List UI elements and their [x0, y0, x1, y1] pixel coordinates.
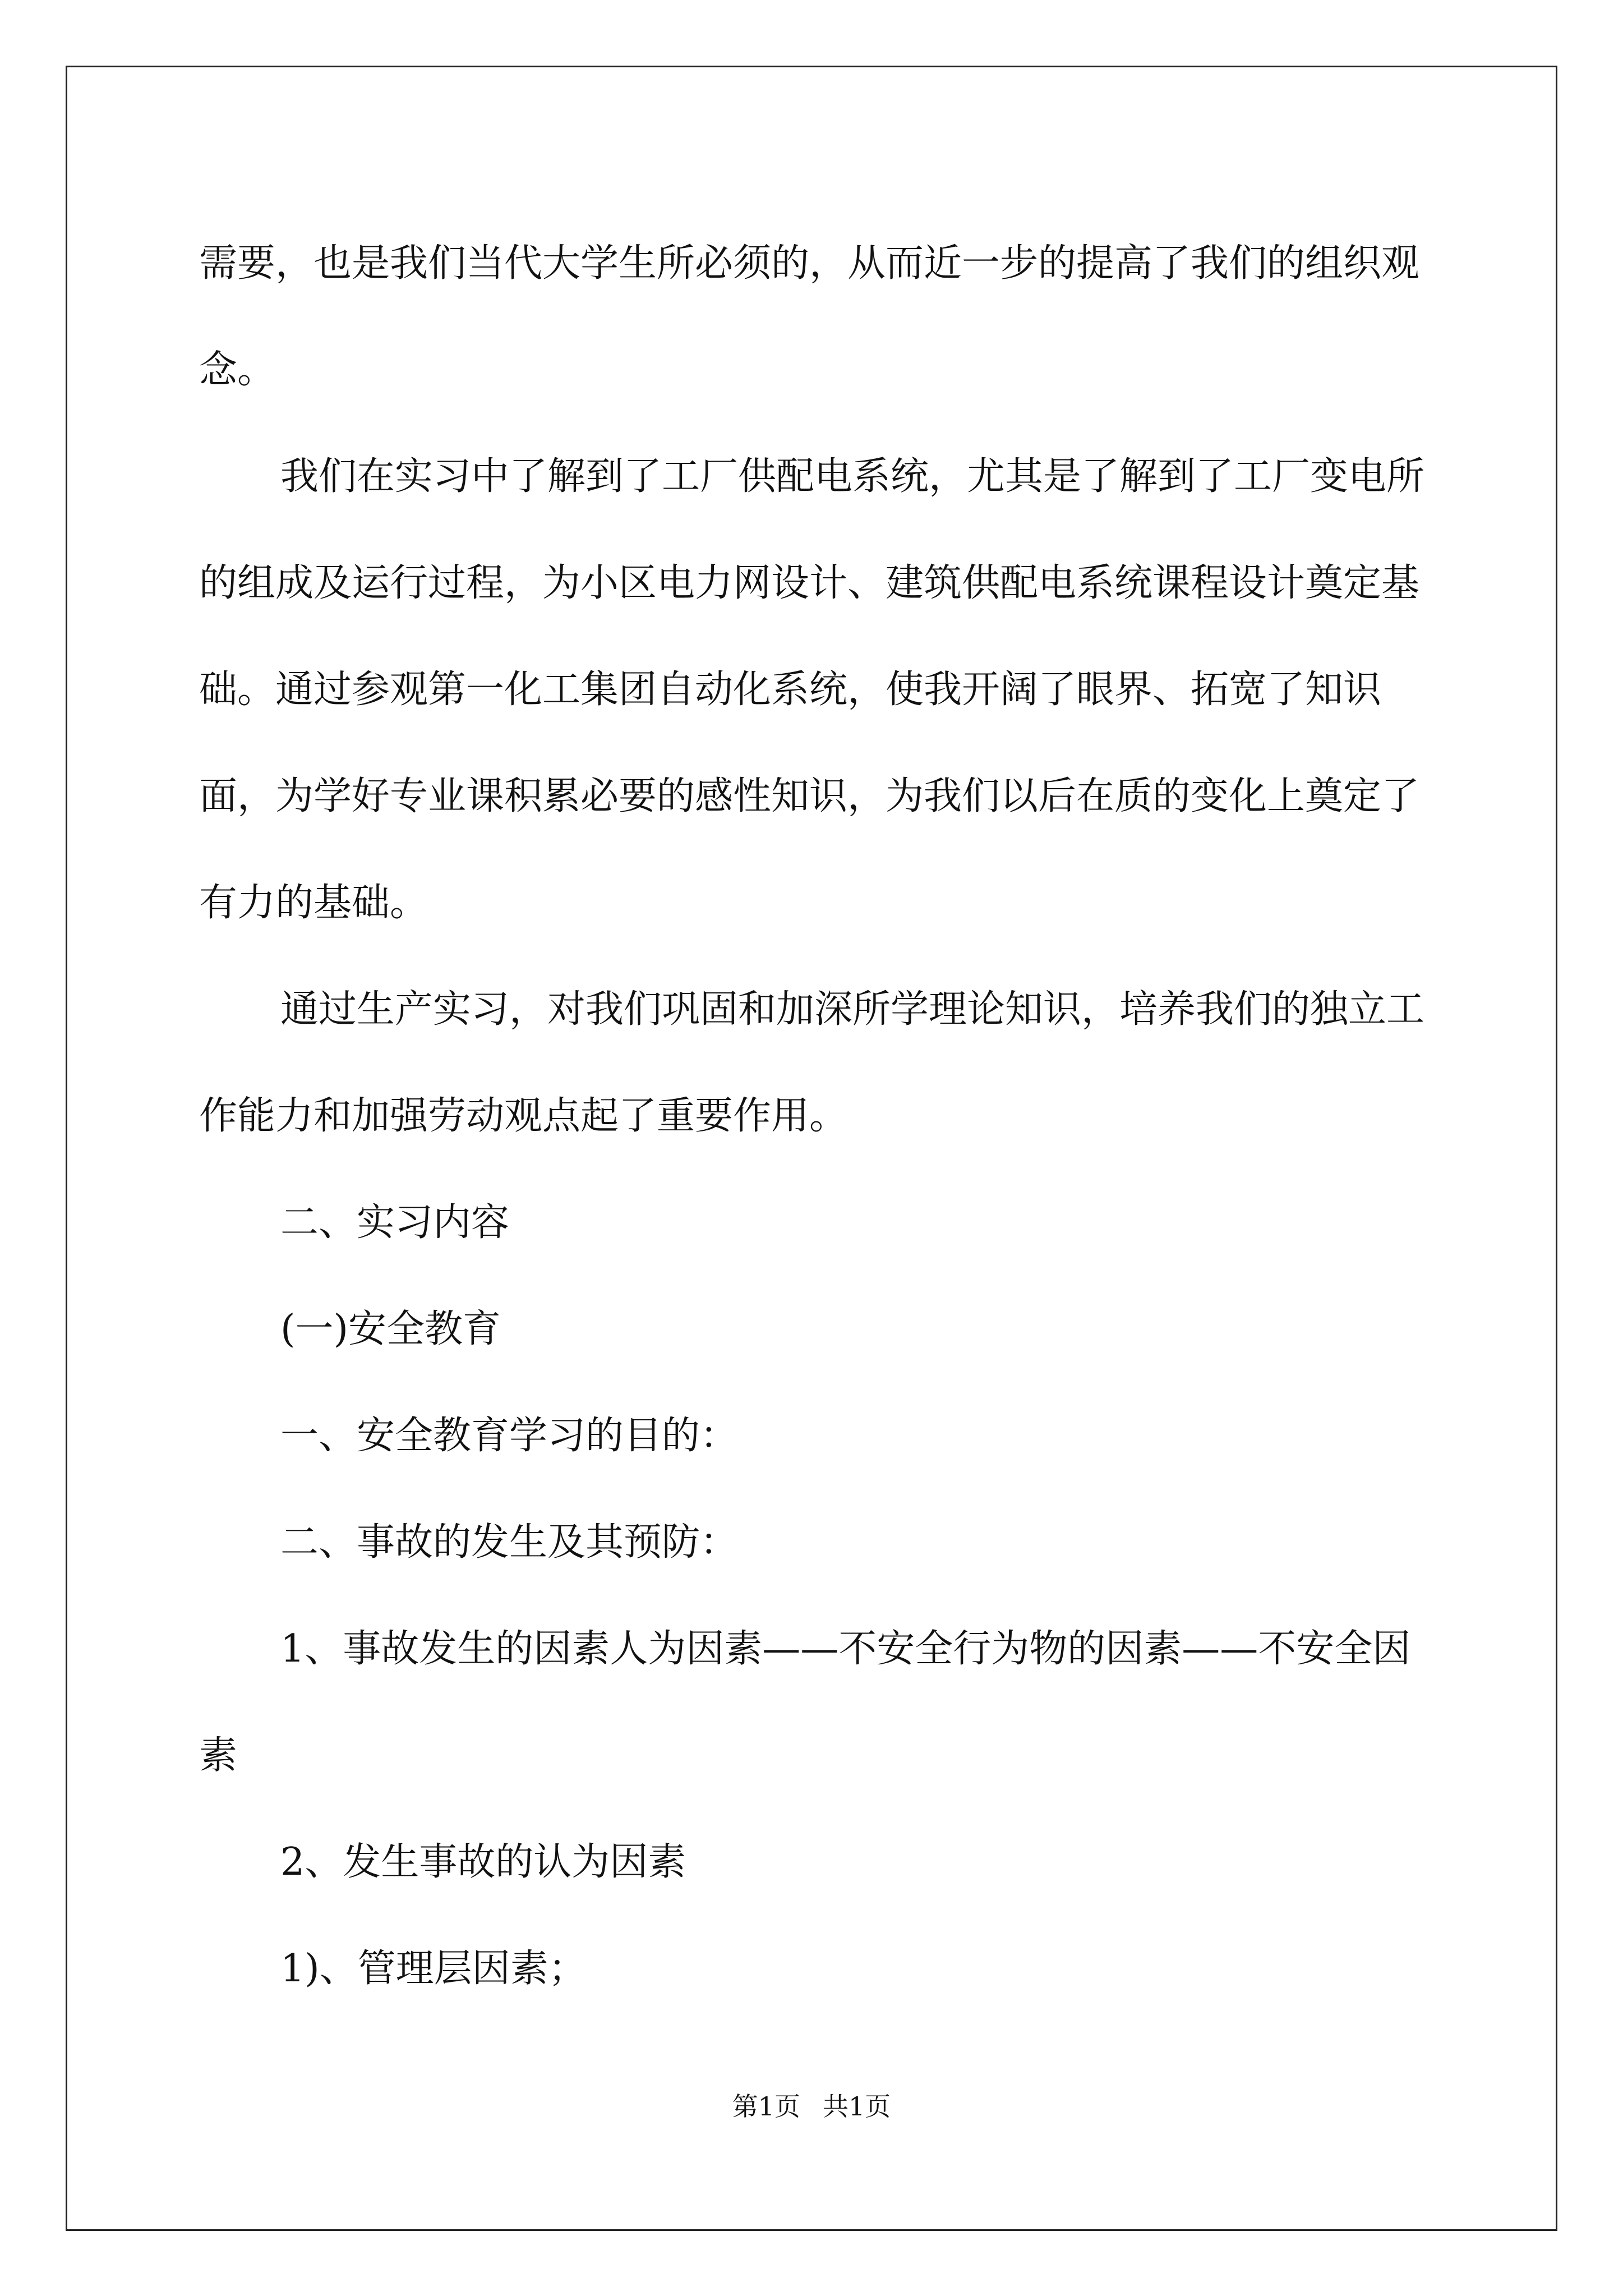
- item-accident-factors: 1、事故发生的因素人为因素——不安全行为物的因素——不安全因素: [199, 1627, 1411, 1778]
- item-accident-prevention: 二、事故的发生及其预防：: [280, 1520, 739, 1565]
- paragraph-3: 通过生产实习，对我们巩固和加深所学理论知识，培养我们的独立工作能力和加强劳动观点起了重要作用。: [199, 987, 1425, 1138]
- paragraph-2: 我们在实习中了解到了工厂供配电系统，尤其是了解到了工厂变电所的组成及运行过程，为小区电力网设计、建筑供配电系统课程设计奠定基础。通过参观第一化工集团自动化系统，使我开阔了眼界、拓宽了知识面，为学好专业课积累必要的感性知识，为我们以后在质的变化上奠定了有力的基础。: [199, 454, 1425, 925]
- document-body: [199, 210, 1427, 2022]
- page-number: 第1页: [732, 2091, 800, 2122]
- item-purpose: 一、安全教育学习的目的：: [280, 1414, 739, 1458]
- item-management-factors: 1)、管理层因素；: [280, 1947, 587, 1991]
- section-heading-content: 二、实习内容: [280, 1200, 510, 1245]
- item-human-factors: 2、发生事故的认为因素: [280, 1840, 686, 1884]
- paragraph-1: 需要，也是我们当代大学生所必须的，从而近一步的提高了我们的组织观念。: [199, 241, 1420, 392]
- page-footer: [0, 2090, 1623, 2123]
- subsection-heading-safety: (一)安全教育: [280, 1307, 501, 1351]
- page-total: 共1页: [823, 2091, 891, 2122]
